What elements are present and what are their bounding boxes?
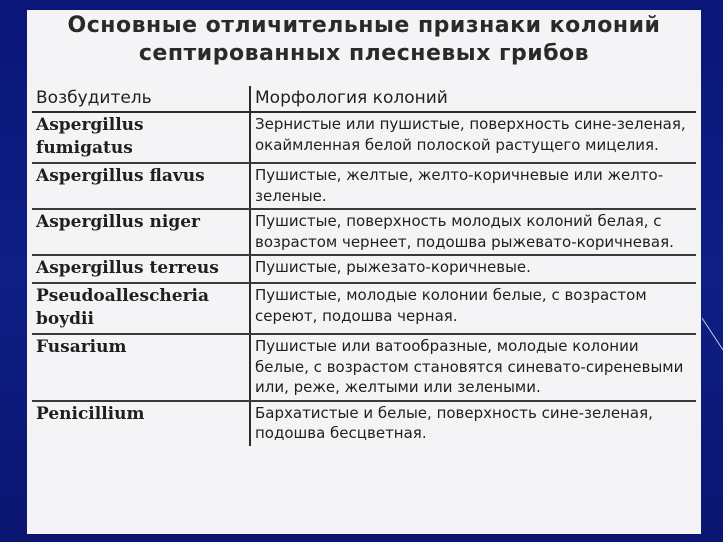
pathogen-cell: Pseudoallescheria boydii <box>32 283 250 334</box>
pathogen-cell: Aspergillus flavus <box>32 163 250 209</box>
morphology-cell: Пушистые, рыжезато-коричневые. <box>250 255 696 283</box>
morphology-cell: Пушистые, поверхность молодых колоний белая, с возрастом чернеет, подошва рыжевато-коричневая. <box>250 209 696 255</box>
table-row <box>32 334 696 401</box>
title-line-1: Основные отличительные признаки колоний <box>67 13 661 38</box>
table-row <box>32 255 696 283</box>
pathogen-cell: Fusarium <box>32 334 250 401</box>
morphology-cell: Пушистые, молодые колонии белые, с возрастом сереют, подошва черная. <box>250 283 696 334</box>
table-row <box>32 401 696 446</box>
header-morphology: Морфология колоний <box>250 86 696 112</box>
table-row <box>32 209 696 255</box>
header-pathogen: Возбудитель <box>32 86 250 112</box>
pathogen-cell: Aspergillus terreus <box>32 255 250 283</box>
table-header-row <box>32 86 696 112</box>
slide-title <box>27 12 701 68</box>
morphology-cell: Пушистые, желтые, желто-коричневые или желто-зеленые. <box>250 163 696 209</box>
morphology-cell: Пушистые или ватообразные, молодые колонии белые, с возрастом становятся синевато-сиреневыми или, реже, желтыми или зелеными. <box>250 334 696 401</box>
table-row <box>32 112 696 163</box>
slide <box>27 10 701 534</box>
title-line-2: септированных плесневых грибов <box>138 41 590 66</box>
pathogen-cell: Penicillium <box>36 403 145 424</box>
slide-corner-decoration <box>702 318 723 358</box>
fungi-table <box>32 86 696 446</box>
morphology-cell: Бархатистые и белые, поверхность сине-зеленая, подошва бесцветная. <box>250 401 696 446</box>
pathogen-cell: Aspergillus niger <box>32 209 250 255</box>
table-row <box>32 283 696 334</box>
morphology-cell: Зернистые или пушистые, поверхность сине-зеленая, окаймленная белой полоской растущего мицелия. <box>250 112 696 163</box>
pathogen-cell: Aspergillus fumigatus <box>32 112 250 163</box>
table-row <box>32 163 696 209</box>
